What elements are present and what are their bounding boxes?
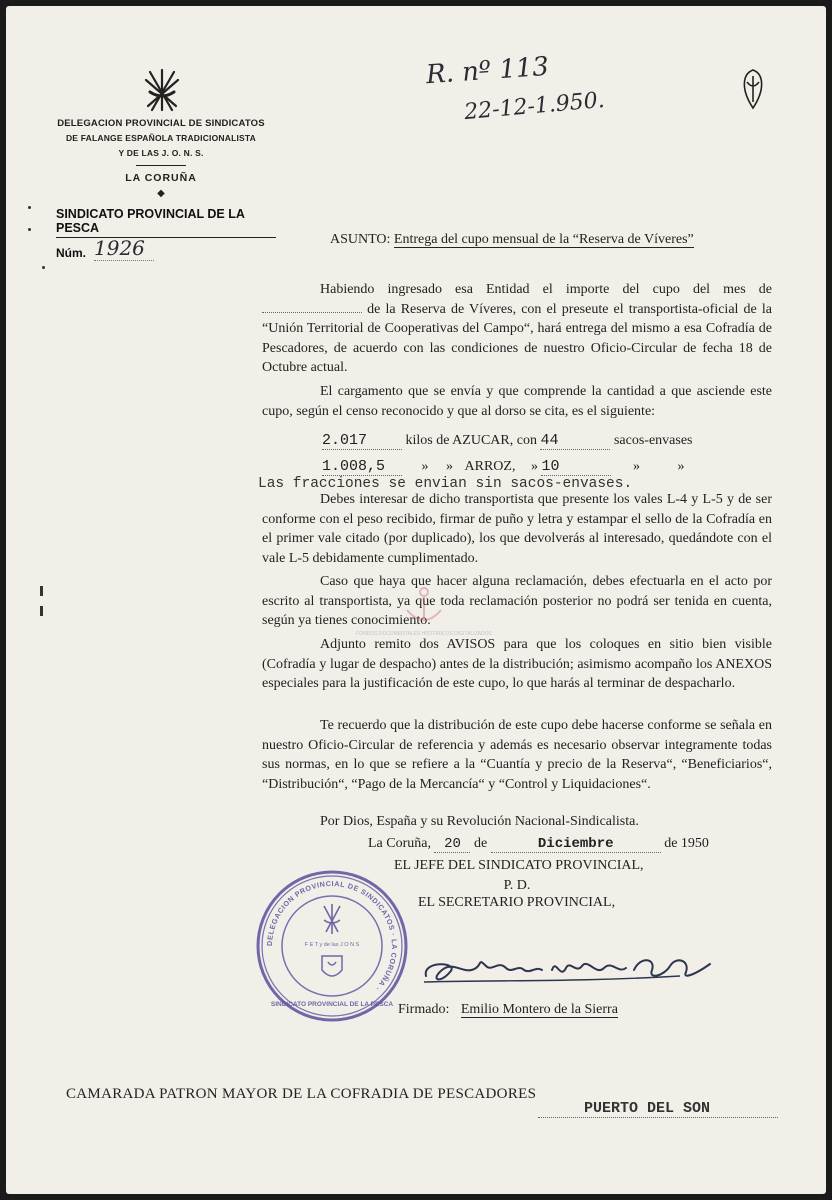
signed-line	[398, 1002, 618, 1018]
ditto-mark: »	[446, 459, 453, 474]
subject-label: ASUNTO:	[330, 232, 391, 247]
punch-mark	[40, 586, 43, 596]
signed-name: Emilio Montero de la Sierra	[460, 1002, 618, 1017]
registry-number: R. nº 113	[425, 51, 550, 91]
yoke-and-arrows-icon	[144, 66, 180, 114]
stamp-center-text: F E T y de las J O N S	[304, 942, 360, 948]
stamp-ring-text: DELEGACION PROVINCIAL DE SINDICATOS · LA CORUÑA ·	[264, 878, 400, 994]
number-label: Núm.	[56, 246, 86, 260]
date-place: La Coruña,	[368, 836, 431, 851]
secretary-title: EL SECRETARIO PROVINCIAL,	[418, 895, 616, 910]
paragraph-cargo: El cargamento que se envía y que comprende la cantidad a que asciende este cupo, según el censo reconocido y que al dorso se cita, es el siguiente:	[262, 384, 772, 419]
watermark-text: FONDOS DOCUMENTALES HISTÓRICOS DIGITALIZADOS	[356, 631, 492, 637]
sugar-quantity: 2.017	[322, 432, 402, 450]
punch-mark	[28, 206, 31, 209]
cargo-note: Las fracciones se envian sin sacos-envases.	[258, 476, 633, 492]
date-day: 20	[434, 836, 470, 853]
handwritten-signature	[420, 940, 720, 996]
rice-sacks-count: 10	[541, 458, 611, 476]
paragraph-intro-rest: de la Reserva de Víveres, con el preseute el transportista-oficial de la “Unión Territorial de Cooperativas del Campo“, hará entrega del mismo a esa Cofradía de Pescadores, de acuerdo con las condiciones de nuestro Oficio-Circular de fecha 18 de Octubre actual.	[262, 301, 773, 375]
punch-mark	[42, 266, 45, 269]
punch-mark	[40, 606, 43, 616]
paragraph-claims: Caso que haya que hacer alguna reclamación, debes efectuarla en el acto por escrito al transportista, ya que toda reclamación posterior no podrá ser tenida en cuenta, según ya tienes conocimiento.	[262, 574, 772, 628]
subject-text: Entrega del cupo mensual de la “Reserva de Víveres”	[393, 232, 694, 247]
sugar-sacks-count: 44	[540, 432, 610, 450]
archive-watermark	[324, 584, 524, 637]
paragraph-reminder: Te recuerdo que la distribución de este cupo debe hacerse conforme se señala en nuestro Oficio-Circular de referencia y además es necesario observar integramente todas sus normas, en lo que se refiere a la “Cuantía y precio de la Reserva“, “Beneficiarios“, “Distribución“, “Pago de la Mercancía“ y “Control y Liquidaciones“.	[262, 718, 772, 792]
addressee-line: CAMARADA PATRON MAYOR DE LA COFRADIA DE PESCADORES	[66, 1086, 537, 1102]
pd-label: P. D.	[503, 878, 531, 893]
rice-quantity: 1.008,5	[322, 458, 402, 476]
fishing-emblem-icon	[738, 66, 768, 114]
paragraph-intro	[262, 280, 772, 378]
letterhead-line-3: Y DE LAS J. O. N. S.	[118, 148, 204, 158]
date-de: de	[473, 836, 488, 851]
ditto-mark: »	[677, 459, 685, 474]
ditto-mark: »	[421, 459, 429, 474]
ditto-mark: »	[530, 459, 538, 474]
addressee-place: PUERTO DEL SON	[538, 1100, 778, 1118]
document-page	[6, 6, 826, 1194]
sugar-unit: kilos de AZUCAR,	[405, 433, 514, 448]
rice-item: ARROZ,	[464, 459, 516, 474]
official-stamp	[254, 868, 410, 1024]
signed-label: Firmado:	[398, 1002, 450, 1017]
cargo-row-rice	[322, 458, 684, 476]
month-blank	[262, 312, 362, 313]
date-month: Diciembre	[491, 836, 661, 853]
sugar-con: con	[516, 433, 537, 448]
ditto-mark: »	[632, 459, 640, 474]
date-year: de 1950	[664, 836, 709, 851]
stamp-shield-icon	[322, 956, 342, 976]
stamp-yoke-arrows-icon	[324, 904, 340, 934]
date-line	[368, 836, 709, 853]
document-number: 1926	[94, 236, 154, 261]
letterhead-line-1: DELEGACION PROVINCIAL DE SINDICATOS	[57, 118, 265, 129]
registry-date: 22-12-1.950.	[463, 87, 606, 126]
subject-line	[330, 232, 694, 248]
closing-salutation: Por Dios, España y su Revolución Nacional-Sindicalista.	[320, 814, 639, 829]
anchor-watermark-icon	[399, 584, 449, 626]
letterhead-line-2: DE FALANGE ESPAÑOLA TRADICIONALISTA	[65, 133, 257, 143]
punch-mark	[28, 228, 31, 231]
syndicate-name: SINDICATO PROVINCIAL DE LA PESCA	[56, 207, 276, 238]
paragraph-intro-start: Habiendo ingresado esa Entidad el importe del cupo del mes de	[320, 282, 772, 297]
diamond-ornament-icon: ◆	[157, 188, 165, 199]
paragraph-vouchers: Debes interesar de dicho transportista que presente los vales L-4 y L-5 y de ser conforme con el peso recibido, firmar de puño y letra y estampar el sello de la Cofradía en el primer vale citado (por duplicado), los que devolverás al interesado, quedándote con el vale L-5 debidamente cumplimentado.	[262, 492, 772, 566]
letterhead-city: LA CORUÑA	[125, 172, 197, 184]
chief-title: EL JEFE DEL SINDICATO PROVINCIAL,	[394, 858, 644, 873]
stamp-bottom-text: SINDICATO PROVINCIAL DE LA PESCA	[270, 1001, 394, 1008]
sugar-containers: sacos-envases	[613, 433, 693, 448]
paragraph-notices: Adjunto remito dos AVISOS para que los coloques en sitio bien visible (Cofradía y lugar de despacho) antes de la distribución; asimismo acompaño los ANEXOS especiales para la justificación de este cupo, lo que harás al terminar de despacharlo.	[262, 637, 772, 691]
cargo-row-sugar	[322, 432, 692, 450]
divider	[136, 165, 186, 166]
